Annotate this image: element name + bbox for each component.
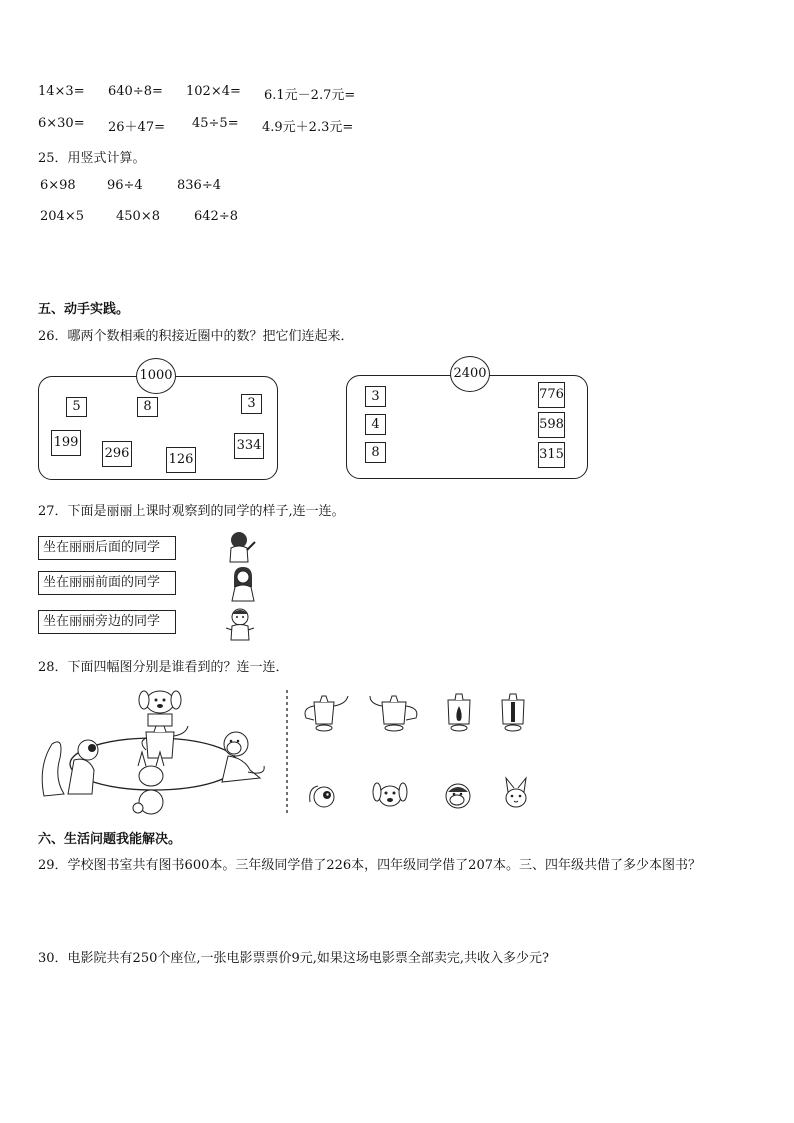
number-box[interactable]: 334 <box>234 433 264 459</box>
dog-head-icon[interactable] <box>372 778 408 812</box>
number-box[interactable]: 3 <box>241 394 262 414</box>
number-box[interactable]: 776 <box>538 382 565 408</box>
q30-text: 30．电影院共有250个座位,一张电影票票价9元,如果这场电影票全部卖完,共收入多少元? <box>38 951 549 966</box>
number-box[interactable]: 315 <box>538 442 565 468</box>
calc-1-2: 640÷8= <box>108 84 163 99</box>
student-front-view-icon[interactable] <box>228 565 258 603</box>
teapot-other-side-view-icon[interactable] <box>368 690 424 736</box>
number-box[interactable]: 199 <box>51 430 81 456</box>
calc-2-4: 4.9元＋2.3元= <box>262 120 354 135</box>
q26-title: 26．哪两个数相乘的积接近圈中的数？把它们连起来． <box>38 329 354 344</box>
q25-title: 25．用竖式计算。 <box>38 151 146 166</box>
teapot-handle-front-view-icon[interactable] <box>496 690 530 736</box>
calc-2-1: 6×30= <box>38 116 85 131</box>
squirrel-head-icon[interactable] <box>306 780 338 812</box>
monkey-head-icon[interactable] <box>442 780 474 812</box>
number-box[interactable]: 4 <box>365 414 386 435</box>
q25-item: 204×5 <box>40 209 84 224</box>
divider-line <box>286 690 288 814</box>
calc-1-1: 14×3= <box>38 84 85 99</box>
section-5-heading: 五、动手实践。 <box>38 302 130 317</box>
number-box[interactable]: 5 <box>66 397 87 417</box>
q29-text: 29．学校图书室共有图书600本。三年级同学借了226本，四年级同学借了207本。三、四年级共借了多少本图书？ <box>38 858 701 873</box>
calc-1-4: 6.1元－2.7元= <box>264 88 356 103</box>
calc-1-3: 102×4= <box>186 84 241 99</box>
student-back-view-icon[interactable] <box>222 530 258 564</box>
number-box[interactable]: 8 <box>365 442 386 463</box>
number-box[interactable]: 598 <box>538 412 565 438</box>
q25-item: 836÷4 <box>177 178 221 193</box>
q27-label-behind[interactable]: 坐在丽丽后面的同学 <box>38 536 176 560</box>
number-box[interactable]: 8 <box>137 397 158 417</box>
section-6-heading: 六、生活问题我能解决。 <box>38 832 182 847</box>
number-box[interactable]: 3 <box>365 386 386 407</box>
table-scene-picture <box>38 686 274 818</box>
number-box[interactable]: 126 <box>166 447 196 473</box>
number-box[interactable]: 296 <box>102 441 132 467</box>
calc-2-3: 45÷5= <box>192 116 239 131</box>
q25-item: 96÷4 <box>107 178 143 193</box>
q27-label-beside[interactable]: 坐在丽丽旁边的同学 <box>38 610 176 634</box>
calc-2-2: 26＋47= <box>108 120 165 135</box>
q26-left-target: 1000 <box>136 358 176 394</box>
q25-item: 6×98 <box>40 178 76 193</box>
q27-label-front[interactable]: 坐在丽丽前面的同学 <box>38 571 176 595</box>
q25-item: 450×8 <box>116 209 160 224</box>
teapot-side-view-icon[interactable] <box>298 690 350 736</box>
q27-title: 27．下面是丽丽上课时观察到的同学的样子,连一连。 <box>38 504 345 519</box>
q26-right-target: 2400 <box>450 356 490 392</box>
q28-title: 28．下面四幅图分别是谁看到的？连一连． <box>38 660 289 675</box>
teapot-spout-front-view-icon[interactable] <box>442 690 476 736</box>
student-side-view-icon[interactable] <box>224 606 256 642</box>
q25-item: 642÷8 <box>194 209 238 224</box>
rabbit-head-icon[interactable] <box>500 776 532 812</box>
